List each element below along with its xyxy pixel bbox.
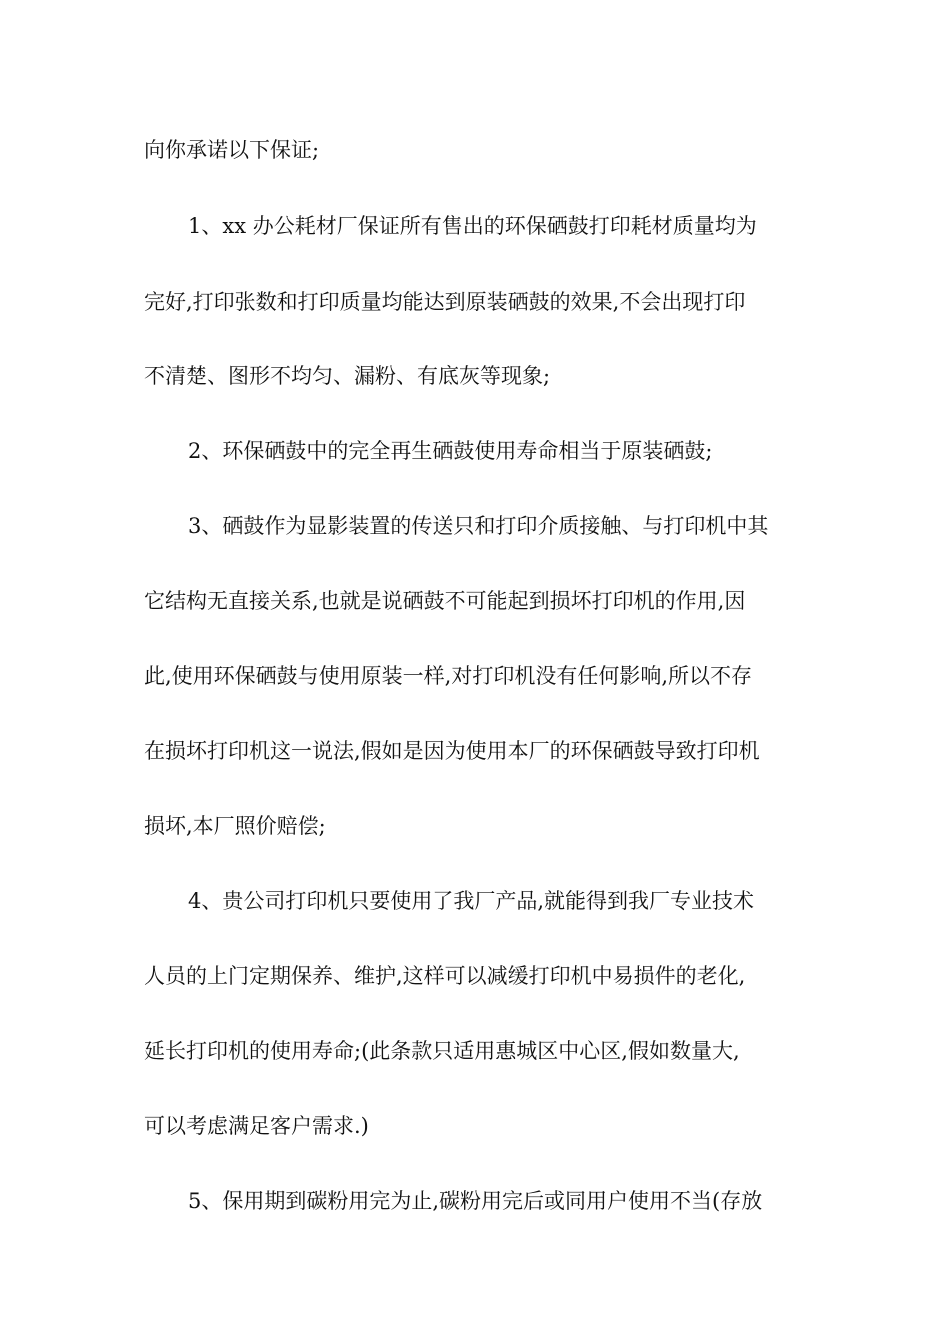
text-line: 可以考虑满足客户需求.) (144, 1114, 369, 1138)
text-line: 1、xx 办公耗材厂保证所有售出的环保硒鼓打印耗材质量均为 (188, 214, 757, 238)
text-line: 向你承诺以下保证; (144, 138, 320, 162)
text-line: 延长打印机的使用寿命;(此条款只适用惠城区中心区,假如数量大, (144, 1039, 740, 1063)
text-line: 损坏,本厂照价赔偿; (144, 814, 326, 838)
text-line: 2、环保硒鼓中的完全再生硒鼓使用寿命相当于原装硒鼓; (188, 439, 713, 463)
text-line: 此,使用环保硒鼓与使用原装一样,对打印机没有任何影响,所以不存 (144, 664, 753, 688)
text-line: 人员的上门定期保养、维护,这样可以减缓打印机中易损件的老化, (144, 964, 746, 988)
text-line: 5、保用期到碳粉用完为止,碳粉用完后或同用户使用不当(存放 (188, 1189, 763, 1213)
text-line: 不清楚、图形不均匀、漏粉、有底灰等现象; (144, 364, 551, 388)
text-line: 3、硒鼓作为显影装置的传送只和打印介质接触、与打印机中其 (188, 514, 769, 538)
text-line: 它结构无直接关系,也就是说硒鼓不可能起到损坏打印机的作用,因 (144, 589, 746, 613)
text-line: 在损坏打印机这一说法,假如是因为使用本厂的环保硒鼓导致打印机 (144, 739, 760, 763)
text-line: 完好,打印张数和打印质量均能达到原装硒鼓的效果,不会出现打印 (144, 290, 746, 314)
text-line: 4、贵公司打印机只要使用了我厂产品,就能得到我厂专业技术 (188, 889, 755, 913)
